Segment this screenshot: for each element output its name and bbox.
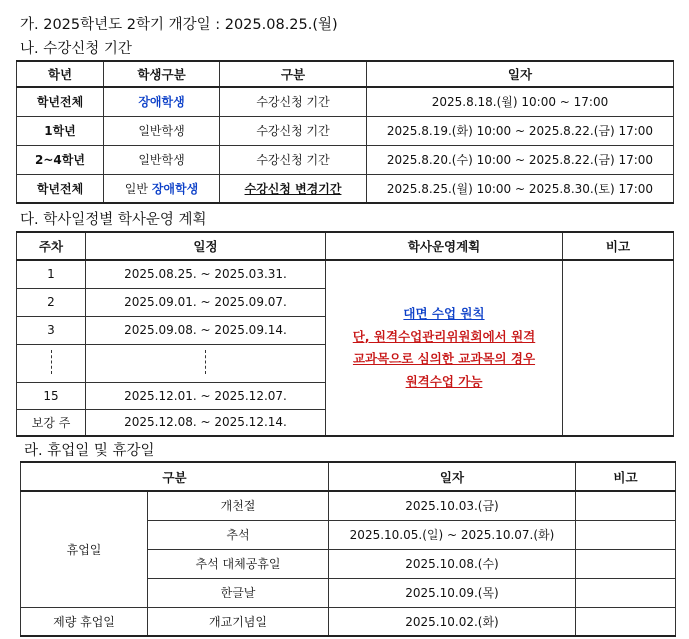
- ellipsis-divider: [51, 350, 52, 374]
- date-cell: 2025.8.18.(월) 10:00 ~ 17:00: [367, 87, 674, 116]
- col-header-note: 비고: [576, 462, 676, 491]
- student-type-highlight: 장애학생: [151, 181, 199, 196]
- category-cell: 수강신청 변경기간: [220, 174, 367, 203]
- table-header-row: [21, 462, 676, 491]
- grade-cell: 학년전체: [17, 87, 104, 116]
- student-type-prefix: 일반: [124, 181, 148, 196]
- holiday-note-cell: [576, 520, 676, 549]
- plan-line-2: 단, 원격수업관리위원회에서 원격: [352, 328, 536, 344]
- student-type-cell: 일반학생: [104, 145, 220, 174]
- date-cell: 2025.8.25.(월) 10:00 ~ 2025.8.30.(토) 17:00: [367, 174, 674, 203]
- section-schedule-heading: 다. 학사일정별 학사운영 계획: [20, 212, 207, 228]
- col-header-week: 주차: [17, 232, 86, 260]
- col-header-grade: 학년: [17, 61, 104, 87]
- category-cell: 수강신청 기간: [220, 145, 367, 174]
- table-row: [21, 491, 676, 520]
- col-header-student-type: 학생구분: [104, 61, 220, 87]
- holiday-note-cell: [576, 549, 676, 578]
- grade-cell: 1학년: [17, 116, 104, 145]
- col-header-plan: 학사운영계획: [326, 232, 563, 260]
- student-type-cell: [104, 174, 220, 203]
- table-row: [17, 260, 674, 288]
- col-header-category: 구분: [220, 61, 367, 87]
- table-header-row: [17, 232, 674, 260]
- period-cell: 2025.09.01. ~ 2025.09.07.: [86, 288, 326, 316]
- week-cell: [17, 344, 86, 382]
- holiday-group-cell: 휴업일: [21, 491, 148, 607]
- period-cell: 2025.08.25. ~ 2025.03.31.: [86, 260, 326, 288]
- plan-line-1: 대면 수업 원칙: [403, 306, 485, 321]
- period-cell: 2025.12.01. ~ 2025.12.07.: [86, 382, 326, 409]
- holiday-group-cell: 제량 휴업일: [21, 607, 148, 636]
- period-cell: 2025.09.08. ~ 2025.09.14.: [86, 316, 326, 344]
- date-cell: 2025.8.19.(화) 10:00 ~ 2025.8.22.(금) 17:00: [367, 116, 674, 145]
- holiday-note-cell: [576, 607, 676, 636]
- period-cell: 2025.12.08. ~ 2025.12.14.: [86, 409, 326, 436]
- week-cell: 보강 주: [17, 409, 86, 436]
- student-type-cell: [104, 87, 220, 116]
- student-type-cell: 일반학생: [104, 116, 220, 145]
- holiday-name-cell: 한글날: [148, 578, 329, 607]
- category-cell: 수강신청 기간: [220, 116, 367, 145]
- table-header-row: [17, 61, 674, 87]
- table-row: [17, 174, 674, 203]
- holiday-date-cell: 2025.10.02.(화): [329, 607, 576, 636]
- holiday-note-cell: [576, 578, 676, 607]
- col-header-period: 일정: [86, 232, 326, 260]
- col-header-date: 일자: [329, 462, 576, 491]
- holiday-date-cell: 2025.10.05.(일) ~ 2025.10.07.(화): [329, 520, 576, 549]
- week-cell: 15: [17, 382, 86, 409]
- week-cell: 3: [17, 316, 86, 344]
- grade-cell: 2~4학년: [17, 145, 104, 174]
- section-registration-heading: 나. 수강신청 기간: [20, 41, 132, 57]
- ellipsis-divider: [205, 350, 206, 374]
- holiday-date-cell: 2025.10.08.(수): [329, 549, 576, 578]
- student-type-highlight: 장애학생: [138, 95, 185, 110]
- start-date-line: 가. 2025학년도 2학기 개강일 : 2025.08.25.(월): [20, 17, 338, 33]
- category-cell: 수강신청 기간: [220, 87, 367, 116]
- holiday-date-cell: 2025.10.03.(금): [329, 491, 576, 520]
- table-row: [17, 87, 674, 116]
- plan-line-4: 원격수업 가능: [405, 373, 483, 389]
- table-row: [21, 607, 676, 636]
- holiday-name-cell: 추석: [148, 520, 329, 549]
- schedule-table: [16, 231, 674, 437]
- holiday-note-cell: [576, 491, 676, 520]
- holiday-date-cell: 2025.10.09.(목): [329, 578, 576, 607]
- table-row: [17, 116, 674, 145]
- plan-line-3: 교과목으로 심의한 교과목의 경우: [352, 351, 536, 366]
- holiday-name-cell: 추석 대체공휴일: [148, 549, 329, 578]
- col-header-date: 일자: [367, 61, 674, 87]
- holiday-table: [20, 461, 676, 637]
- col-header-category: 구분: [21, 462, 329, 491]
- week-cell: 1: [17, 260, 86, 288]
- holiday-name-cell: 개교기념일: [148, 607, 329, 636]
- period-cell: [86, 344, 326, 382]
- table-row: [17, 145, 674, 174]
- note-cell: [563, 260, 674, 436]
- registration-table: [16, 60, 674, 204]
- col-header-note: 비고: [563, 232, 674, 260]
- section-holiday-heading: 라. 휴업일 및 휴강일: [24, 443, 155, 459]
- holiday-name-cell: 개천절: [148, 491, 329, 520]
- date-cell: 2025.8.20.(수) 10:00 ~ 2025.8.22.(금) 17:00: [367, 145, 674, 174]
- plan-cell: [326, 260, 563, 436]
- week-cell: 2: [17, 288, 86, 316]
- grade-cell: 학년전체: [17, 174, 104, 203]
